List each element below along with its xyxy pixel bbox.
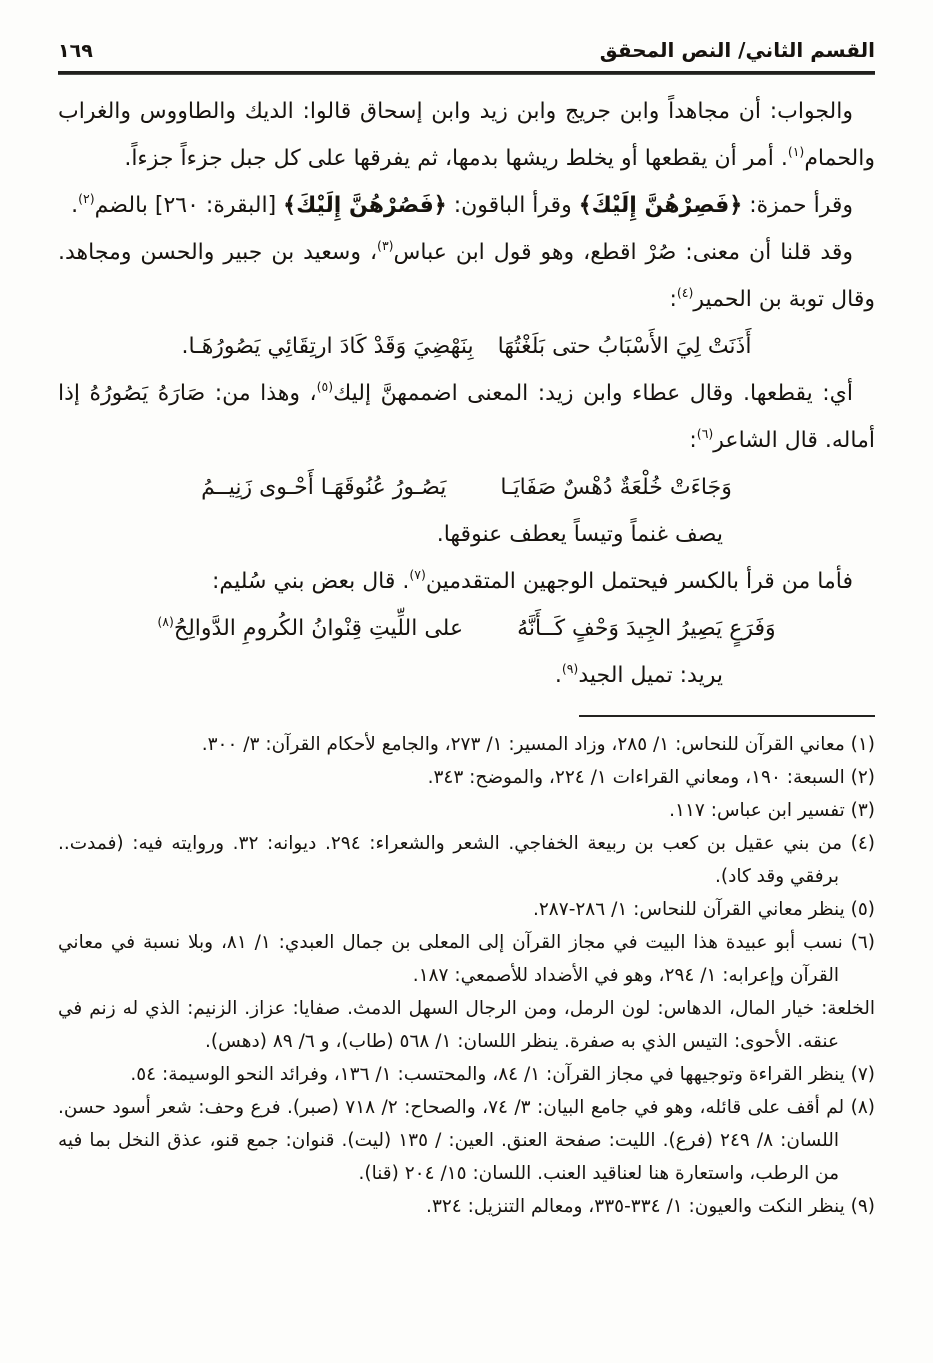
footnote-marker: (٤) <box>850 833 875 854</box>
footnote-ref-6: (٦) <box>696 426 714 441</box>
section-title: القسم الثاني/ النص المحقق <box>599 38 875 62</box>
text-run: وقد قلنا أن معنى: صُرْ اقطع، وهو قول ابن عباس <box>393 240 854 265</box>
footnotes-section <box>58 715 875 1223</box>
hemistich-left: بِنَهْضِيَ وَقَدْ كَادَ ارتِقَائِي يَصُورُهَـا. <box>181 334 474 359</box>
footnote-text: الخلعة: خيار المال، الدهاس: لون الرمل، ومن الرجال السهل الدمث. صفايا: عزاز. الزنيم: الذي له زنم في عنقه. الأحوى: التيس الذي به صفرة. ينظر اللسان: ١/ ٥٦٨ (طاب)، و ٦/ ٨٩ (دهس). <box>58 998 875 1052</box>
text-run: يريد: تميل الجيد <box>578 663 723 688</box>
quran-quote-damm: ﴿فَصُرْهُنَّ إِلَيْكَ﴾ <box>283 193 447 218</box>
footnote-8 <box>58 1091 875 1190</box>
footnote-4 <box>58 827 875 893</box>
page-number: ١٦٩ <box>58 40 93 62</box>
footnote-marker: (١) <box>850 734 875 755</box>
footnote-text: نسب أبو عبيدة هذا البيت في مجاز القرآن إلى المعلى بن جمال العبدي: ١/ ٨١، وبلا نسبة في معاني القرآن وإعرابه: ١/ ٢٩٤، وهو في الأضداد للأصمعي: ١٨٧. <box>58 932 843 986</box>
quran-quote-kasr: ﴿فَصِرْهُنَّ إِلَيْكَ﴾ <box>578 193 743 218</box>
footnote-marker: (٦) <box>850 932 875 953</box>
paragraph-meaning <box>58 229 875 323</box>
paragraph-ataa-zayd <box>58 370 875 464</box>
hemistich-right: وَفَرَعٍ يَصِيرُ الجِيدَ وَحْفٍ كَــأَنَّهُ <box>517 616 776 641</box>
text-run: . قال بعض بني سُليم: <box>212 569 410 594</box>
verse-line-2 <box>58 464 875 511</box>
text-run: : <box>669 287 677 312</box>
footnote-text: لم أقف على قائله، وهو في جامع البيان: ٣/ ٧٤، والصحاح: ٢/ ٧١٨ (صبر). فرع وحف: شعر أسود حسن. اللسان: ٨/ ٢٤٩ (فرع). الليت: صفحة العنق. العين: / ١٣٥ (ليت). قنوان: جمع قنو، عذق النخل بما فيه من الرطب، واستعارة هنا لعناقيد العنب. اللسان: ١٥/ ٢٠٤ (قنا). <box>58 1097 845 1184</box>
footnote-ref-3: (٣) <box>377 238 394 253</box>
text-run: : <box>689 428 697 453</box>
verse-comment-1: يصف غنماً وتيساً يعطف عنوقها. <box>436 522 723 547</box>
footnote-text: معاني القرآن للنحاس: ١/ ٢٨٥، وزاد المسير: ١/ ٢٧٣، والجامع لأحكام القرآن: ٣/ ٣٠٠. <box>201 734 845 755</box>
page-header <box>58 38 875 62</box>
text-run: ، وهذا من: صَارَهُ يَصُورُهُ إذا أماله. قال الشاعر <box>58 381 875 453</box>
main-text <box>58 88 875 699</box>
footnote-ref-4: (٤) <box>676 285 694 300</box>
footnote-text: السبعة: ١٩٠، ومعاني القراءات ١/ ٢٢٤، والموضح: ٣٤٣. <box>427 767 845 788</box>
footnote-separator <box>579 715 875 717</box>
header-rule <box>58 71 875 75</box>
footnote-1 <box>58 728 875 761</box>
footnote-text: تفسير ابن عباس: ١١٧. <box>669 800 845 821</box>
footnote-marker: (٧) <box>850 1064 875 1085</box>
footnote-marker: (٣) <box>850 800 875 821</box>
text-run: [البقرة: ٢٦٠] بالضم <box>94 193 284 218</box>
verse-line-1 <box>58 323 875 370</box>
text-run: أي: يقطعها. وقال عطاء وابن زيد: المعنى اضممهنَّ إليك <box>333 381 853 406</box>
footnote-9 <box>58 1190 875 1223</box>
hemistich-right: وَجَاءَتْ خُلْعَةٌ دُهْسٌ صَفَايَـا <box>500 475 732 500</box>
hemistich-left <box>157 605 463 652</box>
footnote-6-gloss <box>58 992 875 1058</box>
text-run: والجواب: أن مجاهداً وابن جريج وابن زيد وابن إسحاق قالوا: الديك والطاووس والغراب والحمام <box>58 99 875 171</box>
footnote-text: من بني عقيل بن كعب بن ربيعة الخفاجي. الشعر والشعراء: ٢٩٤. ديوانه: ٣٢. وروايته فيه: (فمدت.. برفقي وقد كاد). <box>58 833 843 887</box>
footnote-5 <box>58 893 875 926</box>
verse-line-3 <box>58 605 875 652</box>
text-run: . <box>71 193 79 218</box>
footnote-marker: (٨) <box>850 1097 875 1118</box>
footnote-6 <box>58 926 875 992</box>
paragraph-kasr-reading <box>58 558 875 605</box>
footnote-ref-7: (٧) <box>409 567 426 582</box>
hemistich-right: أَذَنَتْ لِيَ الأَسْبَابُ حتى بَلَغْتُهَا <box>497 334 752 359</box>
text-run: ، وسعيد بن جبير والحسن ومجاهد. وقال توبة بن الحمير <box>58 240 875 312</box>
verse-comment-2 <box>58 652 875 699</box>
footnote-text: ينظر القراءة وتوجيهها في مجاز القرآن: ١/ ٨٤، والمحتسب: ١/ ١٣٦، وفرائد النحو الوسيمة: ٥٤. <box>130 1064 845 1085</box>
footnote-ref-2: (٢) <box>78 191 95 206</box>
footnote-2 <box>58 761 875 794</box>
footnote-marker: (٥) <box>850 899 875 920</box>
footnote-ref-5: (٥) <box>316 379 334 394</box>
footnote-ref-9: (٩) <box>561 661 579 676</box>
footnote-text: ينظر معاني القرآن للنحاس: ١/ ٢٨٦-٢٨٧. <box>532 899 845 920</box>
text-run: . <box>554 663 562 688</box>
footnote-ref-8: (٨) <box>157 614 174 629</box>
footnote-ref-1: (١) <box>787 144 805 159</box>
hemistich-left: يَصُـورُ عُنُوقَهَـا أَحْـوى زَنِيــمُ <box>201 475 447 500</box>
footnote-7 <box>58 1058 875 1091</box>
paragraph-readings <box>58 182 875 229</box>
footnote-marker: (٢) <box>850 767 875 788</box>
text-run: على اللِّيتِ قِنْوانُ الكُرومِ الدَّوالِحُ <box>173 616 464 641</box>
text-run: . أمر أن يقطعها أو يخلط ريشها بدمها، ثم يفرقها على كل جبل جزءاً جزءاً. <box>124 146 788 171</box>
text-run: وقرأ الباقون: <box>446 193 579 218</box>
text-run: وقرأ حمزة: <box>742 193 853 218</box>
footnote-3 <box>58 794 875 827</box>
footnote-text: ينظر النكت والعيون: ١/ ٣٣٤-٣٣٥، ومعالم التنزيل: ٣٢٤. <box>426 1196 845 1217</box>
text-run: فأما من قرأ بالكسر فيحتمل الوجهين المتقدمين <box>425 569 853 594</box>
paragraph-answer <box>58 88 875 182</box>
footnote-marker: (٩) <box>850 1196 875 1217</box>
